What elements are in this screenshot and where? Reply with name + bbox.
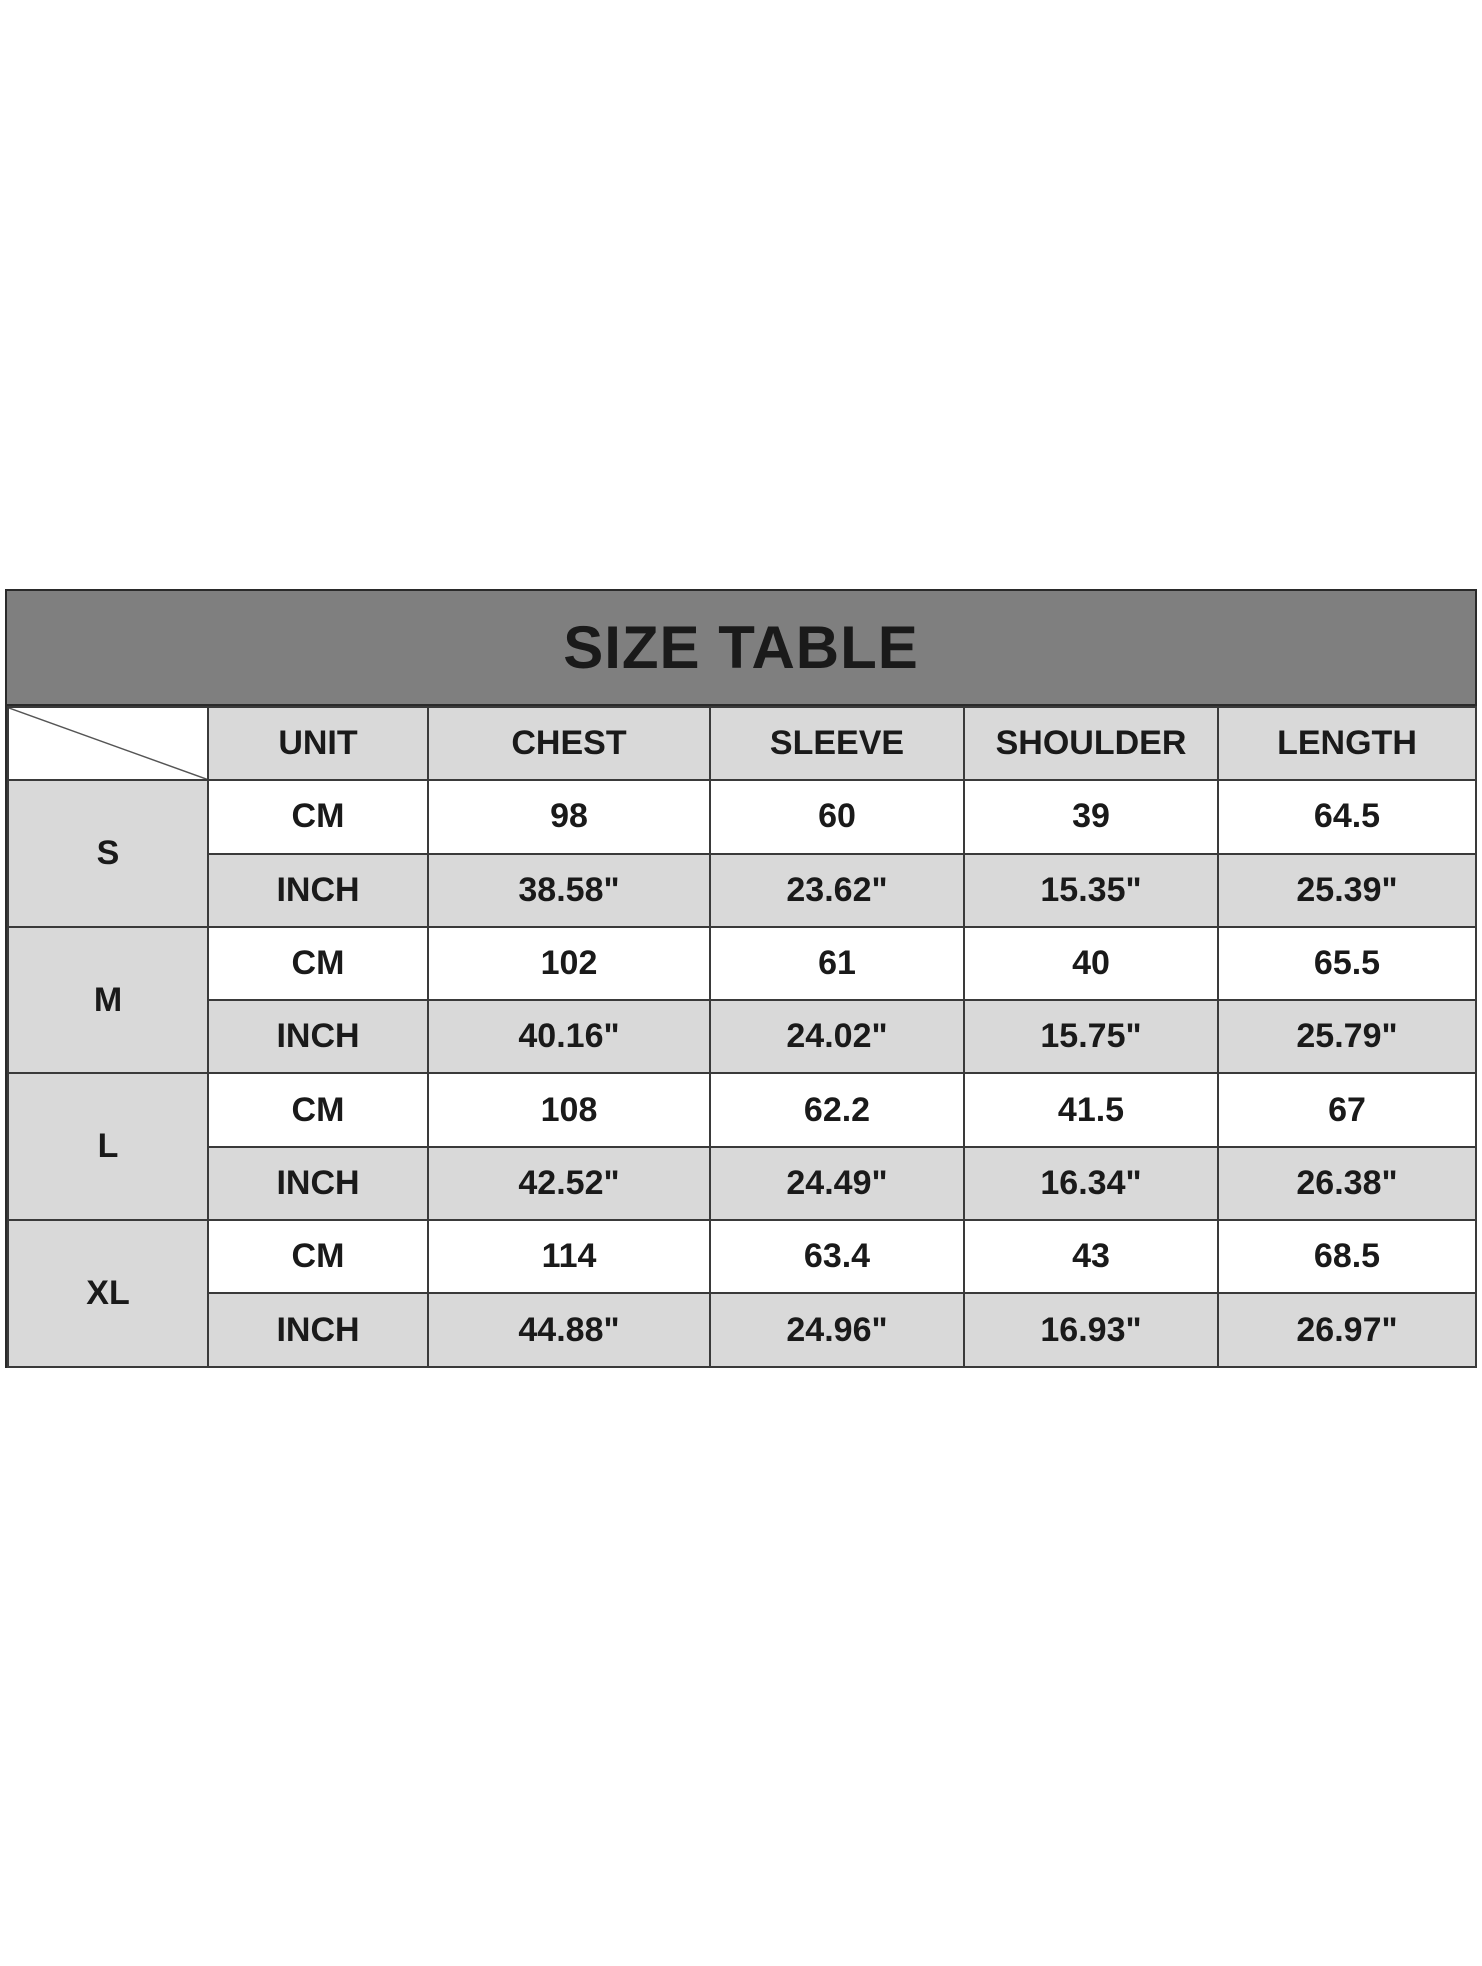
chest-cell: 40.16" (428, 1000, 710, 1073)
shoulder-cell: 39 (964, 780, 1218, 853)
table-row (8, 854, 1476, 927)
size-label: M (8, 927, 208, 1074)
table-row (8, 1000, 1476, 1073)
header-length: LENGTH (1218, 707, 1476, 780)
unit-cell: INCH (208, 854, 428, 927)
size-grid (7, 706, 1477, 1368)
unit-cell: INCH (208, 1293, 428, 1366)
sleeve-cell: 23.62" (710, 854, 964, 927)
shoulder-cell: 15.75" (964, 1000, 1218, 1073)
shoulder-cell: 41.5 (964, 1073, 1218, 1146)
table-row (8, 927, 1476, 1000)
header-row (8, 707, 1476, 780)
shoulder-cell: 16.34" (964, 1147, 1218, 1220)
size-label: S (8, 780, 208, 927)
shoulder-cell: 40 (964, 927, 1218, 1000)
unit-cell: INCH (208, 1147, 428, 1220)
length-cell: 25.79" (1218, 1000, 1476, 1073)
unit-cell: INCH (208, 1000, 428, 1073)
header-sleeve: SLEEVE (710, 707, 964, 780)
sleeve-cell: 60 (710, 780, 964, 853)
chest-cell: 44.88" (428, 1293, 710, 1366)
table-title: SIZE TABLE (563, 614, 919, 681)
sleeve-cell: 24.02" (710, 1000, 964, 1073)
table-title-bar (7, 591, 1475, 706)
chest-cell: 42.52" (428, 1147, 710, 1220)
sleeve-cell: 63.4 (710, 1220, 964, 1293)
chest-cell: 102 (428, 927, 710, 1000)
unit-cell: CM (208, 780, 428, 853)
chest-cell: 114 (428, 1220, 710, 1293)
sleeve-cell: 62.2 (710, 1073, 964, 1146)
chest-cell: 98 (428, 780, 710, 853)
shoulder-cell: 15.35" (964, 854, 1218, 927)
unit-cell: CM (208, 1073, 428, 1146)
sleeve-cell: 24.96" (710, 1293, 964, 1366)
size-label: L (8, 1073, 208, 1220)
length-cell: 65.5 (1218, 927, 1476, 1000)
table-row (8, 1293, 1476, 1366)
sleeve-cell: 61 (710, 927, 964, 1000)
table-row (8, 1220, 1476, 1293)
length-cell: 26.38" (1218, 1147, 1476, 1220)
size-table (5, 589, 1477, 1368)
length-cell: 64.5 (1218, 780, 1476, 853)
table-row (8, 1147, 1476, 1220)
length-cell: 67 (1218, 1073, 1476, 1146)
table-grid (7, 706, 1475, 1366)
table-row (8, 780, 1476, 853)
header-unit: UNIT (208, 707, 428, 780)
shoulder-cell: 43 (964, 1220, 1218, 1293)
header-shoulder: SHOULDER (964, 707, 1218, 780)
unit-cell: CM (208, 927, 428, 1000)
shoulder-cell: 16.93" (964, 1293, 1218, 1366)
table-row (8, 1073, 1476, 1146)
table-body (8, 780, 1476, 1366)
length-cell: 25.39" (1218, 854, 1476, 927)
sleeve-cell: 24.49" (710, 1147, 964, 1220)
chest-cell: 108 (428, 1073, 710, 1146)
size-label: XL (8, 1220, 208, 1367)
header-chest: CHEST (428, 707, 710, 780)
chest-cell: 38.58" (428, 854, 710, 927)
corner-diagonal-line (9, 708, 207, 779)
unit-cell: CM (208, 1220, 428, 1293)
length-cell: 68.5 (1218, 1220, 1476, 1293)
corner-cell (8, 707, 208, 780)
length-cell: 26.97" (1218, 1293, 1476, 1366)
